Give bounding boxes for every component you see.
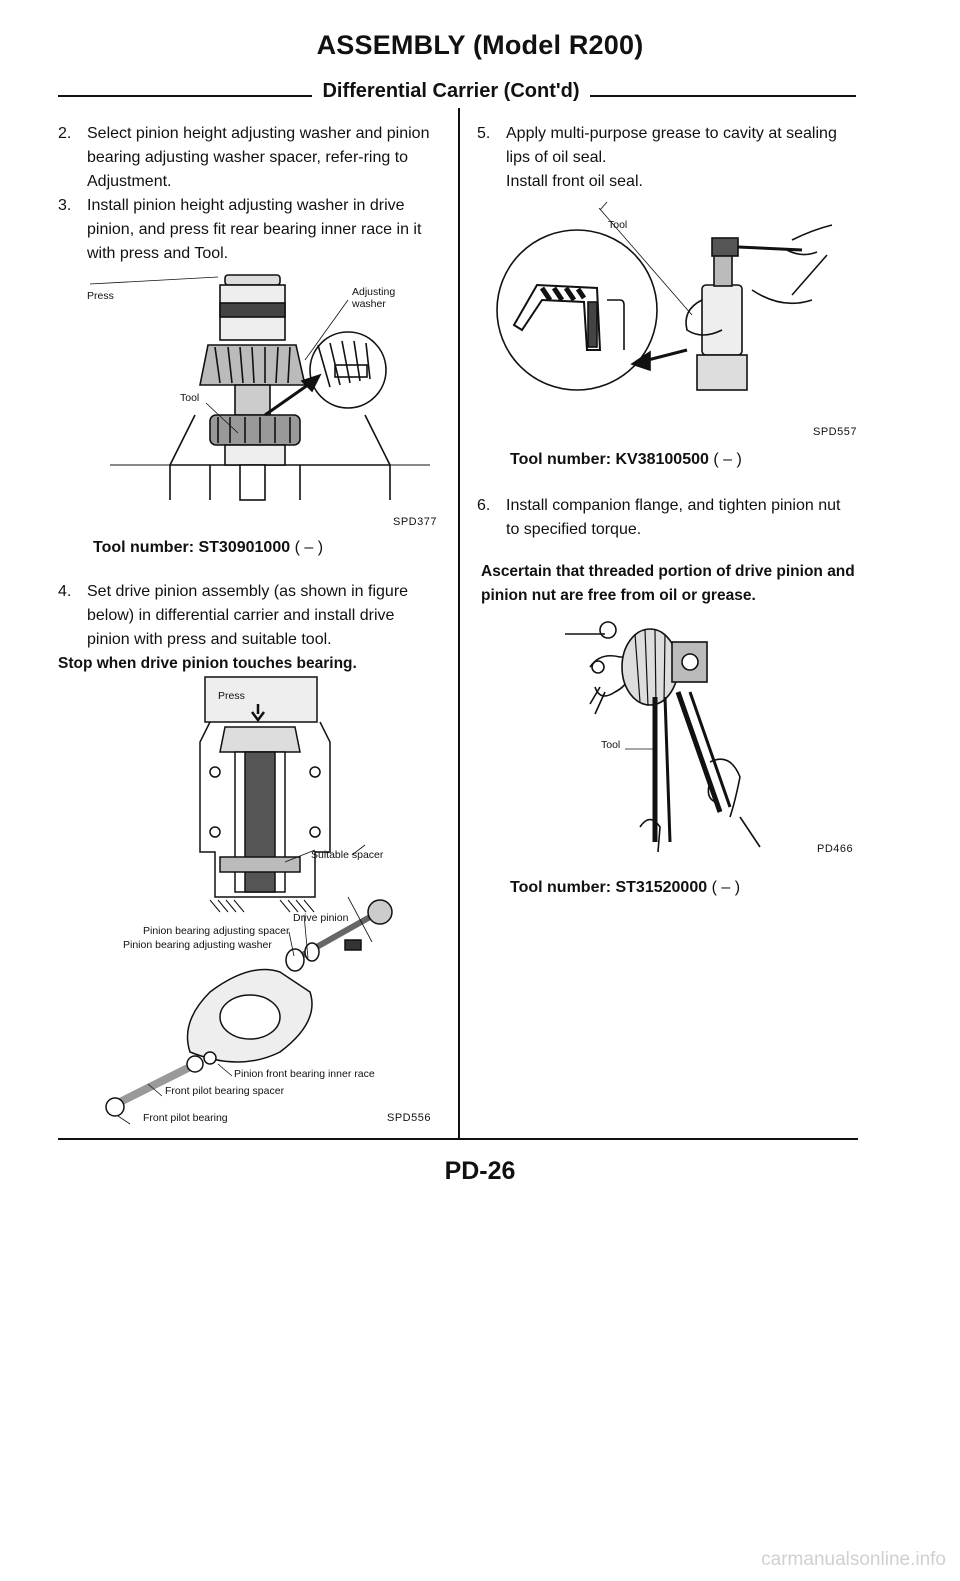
- tool-number-label: Tool number:: [93, 539, 195, 556]
- label-adjusting: Adjusting: [352, 286, 396, 298]
- step-2: [58, 122, 438, 194]
- tool-number-paren: ( – ): [294, 539, 324, 556]
- step-number: 4.: [58, 583, 72, 600]
- label-pinion-bearing-adjusting-washer: Pinion bearing adjusting washer: [123, 939, 272, 951]
- figure-code-2: SPD556: [387, 1112, 431, 1124]
- step-text: Select pinion height adjusting washer and pinion bearing adjusting washer spacer, refer-ring to Adjustment.: [87, 125, 430, 190]
- step-text: Install companion flange, and tighten pinion nut to specified torque.: [506, 497, 841, 538]
- label-press-2: Press: [218, 690, 245, 702]
- footer-rule: [58, 1138, 858, 1140]
- label-pinion-front-bearing-inner-race: Pinion front bearing inner race: [234, 1068, 375, 1080]
- figure-code-4: PD466: [817, 843, 854, 855]
- tool-number-label: Tool number:: [510, 451, 612, 468]
- tool-number-value: ST30901000: [198, 539, 291, 556]
- tool-number-value: KV38100500: [615, 451, 709, 468]
- tool-number-2: [510, 451, 742, 469]
- tool-number-paren: ( – ): [713, 451, 742, 468]
- step-number: 5.: [477, 125, 491, 142]
- figure-drive-pinion-assembly: [90, 672, 450, 1132]
- tool-number-label: Tool number:: [510, 879, 612, 896]
- label-tool-4: Tool: [601, 739, 621, 751]
- label-pinion-bearing-adjusting-spacer: Pinion bearing adjusting spacer: [143, 925, 290, 937]
- warning-note-2: Ascertain that threaded portion of drive pinion and pinion nut are free from oil or grease.: [481, 563, 855, 604]
- step-4: [58, 580, 438, 652]
- figure-code-3: SPD557: [813, 426, 857, 438]
- step-3: [58, 194, 438, 266]
- step-text: Install pinion height adjusting washer in drive pinion, and press fit rear bearing inner race in it with press and Tool.: [87, 197, 422, 262]
- step-number: 2.: [58, 125, 72, 142]
- label-front-pilot-bearing-spacer: Front pilot bearing spacer: [165, 1085, 285, 1097]
- figure-code: SPD377: [393, 516, 437, 528]
- tool-number-1: [93, 539, 323, 557]
- step-text: Set drive pinion assembly (as shown in figure below) in differential carrier and install drive pinion with press and suitable tool.: [87, 583, 409, 648]
- label-tool: Tool: [180, 392, 200, 404]
- watermark: carmanualsonline.info: [761, 1549, 946, 1570]
- tool-number-value: ST31520000: [615, 879, 708, 896]
- step-text-2: Install front oil seal.: [506, 173, 643, 190]
- step-5: [477, 122, 857, 194]
- label-tool-3: Tool: [608, 219, 628, 231]
- step-number: 6.: [477, 497, 491, 514]
- step-6: [477, 494, 857, 542]
- label-front-pilot-bearing: Front pilot bearing: [143, 1112, 228, 1124]
- subtitle-rule-right: [590, 95, 856, 97]
- page-number: PD-26: [444, 1157, 516, 1185]
- label-drive-pinion: Drive pinion: [293, 912, 349, 924]
- label-suitable-spacer: Suitable spacer: [311, 849, 384, 861]
- tool-number-paren: ( – ): [711, 879, 741, 896]
- column-divider: [458, 108, 460, 1140]
- warning-note: Stop when drive pinion touches bearing.: [58, 655, 357, 672]
- tool-number-3: [510, 879, 740, 897]
- figure-companion-flange: [560, 612, 780, 857]
- label-press: Press: [87, 290, 114, 302]
- step-text: Apply multi-purpose grease to cavity at sealing lips of oil seal.: [506, 125, 837, 166]
- label-washer: washer: [352, 298, 386, 310]
- step-number: 3.: [58, 197, 72, 214]
- section-subtitle-bar: [58, 80, 856, 108]
- page-title: ASSEMBLY (Model R200): [316, 30, 644, 60]
- figure-oil-seal: [492, 210, 862, 420]
- section-subtitle: Differential Carrier (Cont'd): [322, 80, 580, 102]
- subtitle-rule-left: [58, 95, 312, 97]
- figure-press-bearing: [90, 265, 450, 530]
